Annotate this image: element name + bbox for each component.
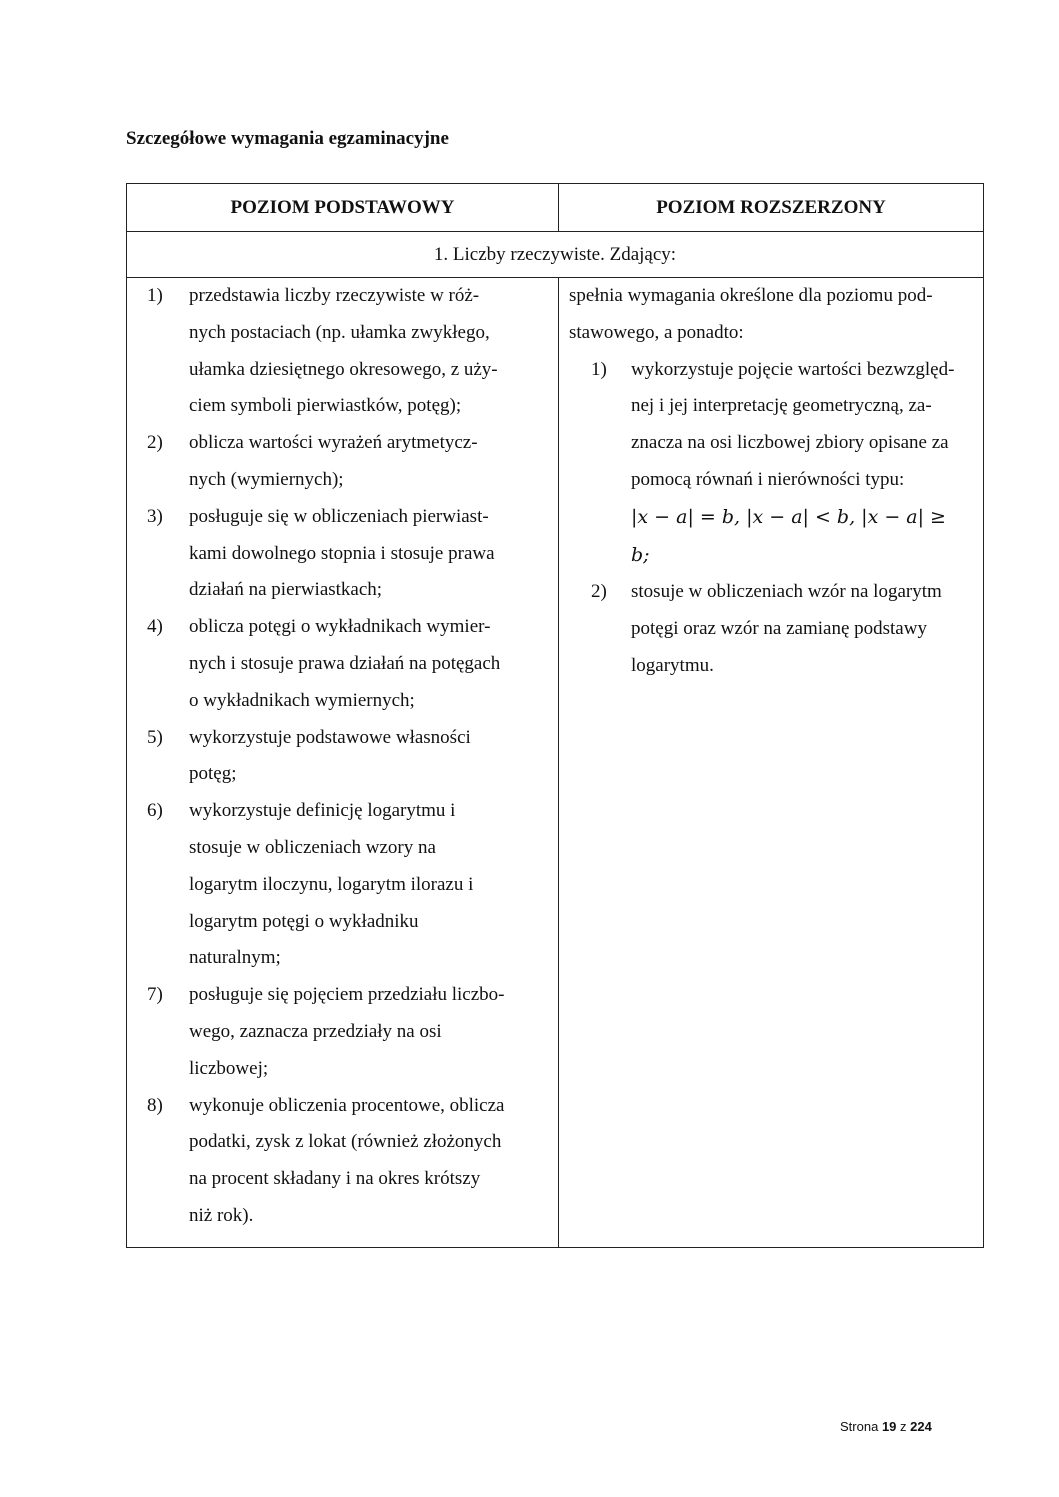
footer-total: 224 bbox=[910, 1419, 932, 1434]
item-text: wykorzystuje pojęcie wartości bezwzględ- nej i jej interpretację geometryczną, za- znacza na osi liczbowej zbiory opisane za pomocą równań i nierówności typu: bbox=[631, 358, 955, 490]
item-text: wykonuje obliczenia procentowe, oblicza podatki, zysk z lokat (również złożonych na procent składany i na okres krótszy niż rok). bbox=[189, 1094, 505, 1226]
item-number: 2) bbox=[147, 432, 163, 454]
footer-page: 19 bbox=[881, 1419, 897, 1434]
header-basic: POZIOM PODSTAWOWY bbox=[127, 184, 559, 232]
item-number: 5) bbox=[147, 726, 163, 748]
footer-sep: z bbox=[900, 1419, 907, 1434]
list-item bbox=[135, 425, 550, 499]
item-number: 8) bbox=[147, 1094, 163, 1116]
page-footer bbox=[840, 1419, 932, 1434]
item-text: przedstawia liczby rzeczywiste w róż- nych postaciach (np. ułamka zwykłego, ułamka dziesiętnego okresowego, z uży- ciem symboli pierwiastków, potęg); bbox=[189, 285, 498, 417]
list-item bbox=[135, 720, 550, 794]
list-item bbox=[135, 1088, 550, 1235]
item-text: posługuje się w obliczeniach pierwiast- kami dowolnego stopnia i stosuje prawa działań na pierwiastkach; bbox=[189, 505, 495, 601]
abs-value-formula: |x − a| = b, |x − a| < b, |x − a| ≥ b; bbox=[631, 505, 946, 566]
list-item bbox=[135, 278, 550, 425]
item-number: 4) bbox=[147, 616, 163, 638]
item-number: 2) bbox=[591, 581, 607, 603]
list-item bbox=[135, 977, 550, 1087]
requirements-table bbox=[126, 183, 984, 1248]
list-item bbox=[569, 574, 969, 684]
extended-list bbox=[569, 352, 969, 685]
list-item bbox=[569, 352, 969, 575]
item-text: oblicza potęgi o wykładnikach wymier- nych i stosuje prawa działań na potęgach o wykładnikach wymiernych; bbox=[189, 616, 501, 711]
section-title: 1. Liczby rzeczywiste. Zdający: bbox=[127, 232, 984, 278]
item-number: 1) bbox=[591, 358, 607, 380]
item-text: wykorzystuje podstawowe własności potęg; bbox=[189, 726, 471, 785]
item-number: 3) bbox=[147, 505, 163, 527]
item-number: 7) bbox=[147, 984, 163, 1006]
item-text: posługuje się pojęciem przedziału liczbo- wego, zaznacza przedziały na osi liczbowej; bbox=[189, 984, 505, 1079]
list-item bbox=[135, 793, 550, 977]
basic-list bbox=[135, 278, 550, 1235]
list-item bbox=[135, 499, 550, 609]
list-item bbox=[135, 609, 550, 719]
item-text: wykorzystuje definicję logarytmu i stosuje w obliczeniach wzory na logarytm iloczynu, logarytm ilorazu i logarytm potęgi o wykładniku naturalnym; bbox=[189, 800, 474, 969]
item-text: oblicza wartości wyrażeń arytmetycz- nych (wymiernych); bbox=[189, 432, 478, 490]
basic-column bbox=[127, 278, 559, 1248]
extended-column bbox=[559, 278, 984, 1248]
page-heading: Szczegółowe wymagania egzaminacyjne bbox=[126, 128, 449, 149]
footer-prefix: Strona bbox=[840, 1419, 879, 1434]
item-text-wrap bbox=[631, 352, 969, 575]
item-text: stosuje w obliczeniach wzór na logarytm potęgi oraz wzór na zamianę podstawy logarytmu. bbox=[631, 581, 942, 676]
item-number: 1) bbox=[147, 285, 163, 306]
extended-intro: spełnia wymagania określone dla poziomu pod- stawowego, a ponadto: bbox=[569, 285, 933, 343]
header-extended: POZIOM ROZSZERZONY bbox=[559, 184, 984, 232]
item-number: 6) bbox=[147, 800, 163, 822]
